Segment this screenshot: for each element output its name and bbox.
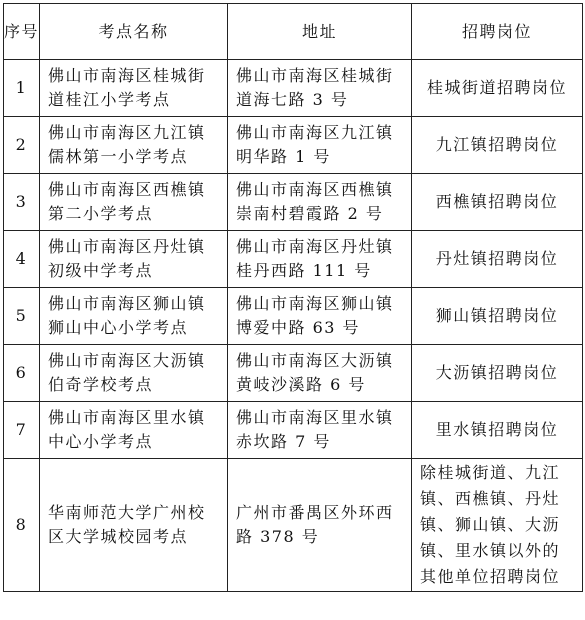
venue-address: 佛山市南海区九江镇明华路 1 号 <box>228 117 412 174</box>
venue-address: 佛山市南海区大沥镇黄岐沙溪路 6 号 <box>228 345 412 402</box>
table-row <box>4 231 583 288</box>
venue-name: 佛山市南海区桂城街道桂江小学考点 <box>40 60 228 117</box>
venue-address: 佛山市南海区西樵镇崇南村碧霞路 2 号 <box>228 174 412 231</box>
recruit-position: 狮山镇招聘岗位 <box>412 288 583 345</box>
row-index: 4 <box>4 231 40 288</box>
row-index: 6 <box>4 345 40 402</box>
header-position: 招聘岗位 <box>412 4 583 60</box>
venue-address: 佛山市南海区桂城街道海七路 3 号 <box>228 60 412 117</box>
recruit-position: 九江镇招聘岗位 <box>412 117 583 174</box>
venue-name: 佛山市南海区大沥镇伯奇学校考点 <box>40 345 228 402</box>
table-row <box>4 459 583 592</box>
header-index: 序号 <box>4 4 40 60</box>
recruit-position: 丹灶镇招聘岗位 <box>412 231 583 288</box>
venue-address: 佛山市南海区狮山镇博爱中路 63 号 <box>228 288 412 345</box>
row-index: 5 <box>4 288 40 345</box>
venue-name: 佛山市南海区丹灶镇初级中学考点 <box>40 231 228 288</box>
venue-name: 佛山市南海区狮山镇狮山中心小学考点 <box>40 288 228 345</box>
table-row <box>4 402 583 459</box>
row-index: 3 <box>4 174 40 231</box>
venue-address: 佛山市南海区丹灶镇桂丹西路 111 号 <box>228 231 412 288</box>
row-index: 1 <box>4 60 40 117</box>
venue-address: 佛山市南海区里水镇赤坎路 7 号 <box>228 402 412 459</box>
table-header-row <box>4 4 583 60</box>
venue-name: 佛山市南海区里水镇中心小学考点 <box>40 402 228 459</box>
row-index: 7 <box>4 402 40 459</box>
row-index: 8 <box>4 459 40 592</box>
table-row <box>4 288 583 345</box>
recruit-position: 除桂城街道、九江镇、西樵镇、丹灶镇、狮山镇、大沥镇、里水镇以外的其他单位招聘岗位 <box>412 459 583 592</box>
recruit-position: 里水镇招聘岗位 <box>412 402 583 459</box>
table-row <box>4 345 583 402</box>
recruit-position: 桂城街道招聘岗位 <box>412 60 583 117</box>
recruit-position: 大沥镇招聘岗位 <box>412 345 583 402</box>
header-venue-name: 考点名称 <box>40 4 228 60</box>
venue-name: 华南师范大学广州校区大学城校园考点 <box>40 459 228 592</box>
venue-name: 佛山市南海区九江镇儒林第一小学考点 <box>40 117 228 174</box>
table-row <box>4 60 583 117</box>
venue-address: 广州市番禺区外环西路 378 号 <box>228 459 412 592</box>
recruit-position: 西樵镇招聘岗位 <box>412 174 583 231</box>
exam-venue-table <box>3 3 583 592</box>
header-address: 地址 <box>228 4 412 60</box>
venue-name: 佛山市南海区西樵镇第二小学考点 <box>40 174 228 231</box>
table-row <box>4 117 583 174</box>
table-row <box>4 174 583 231</box>
row-index: 2 <box>4 117 40 174</box>
